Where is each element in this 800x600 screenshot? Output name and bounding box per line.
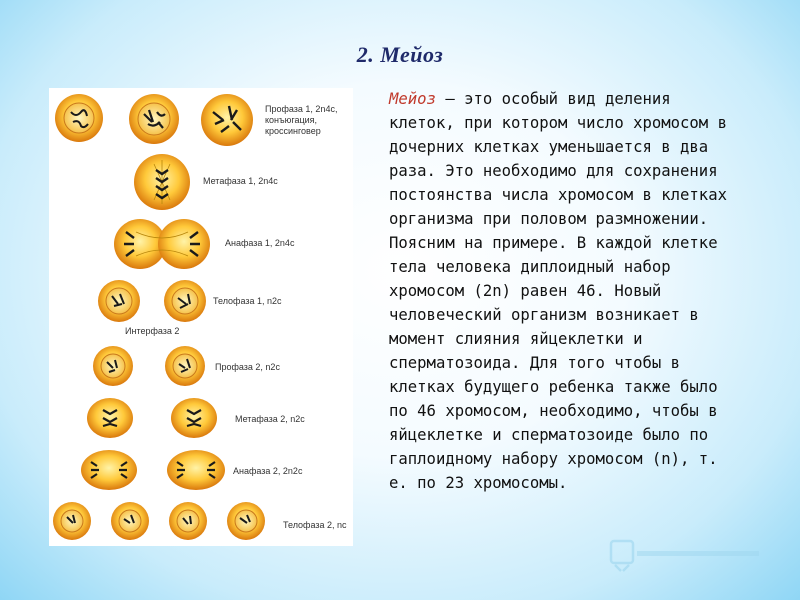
prophase1-cell-b: [127, 92, 181, 146]
metaphase2-cell-a: [85, 396, 135, 440]
label-prophase2: Профаза 2, n2c: [215, 362, 280, 372]
label-prophase1: Профаза 1, 2n4c, конъюгация, кроссинговер: [265, 104, 338, 136]
telophase2-cell-b: [109, 500, 151, 542]
meiosis-diagram: [49, 88, 353, 546]
label-telophase1: Телофаза 1, n2c: [213, 296, 282, 306]
slide-title: 2. Мейоз: [356, 42, 444, 67]
telophase1-cell-b: [162, 278, 208, 324]
metaphase2-cell-b: [169, 396, 219, 440]
label-metaphase2: Метафаза 2, n2c: [235, 414, 305, 424]
telophase2-cell-a: [51, 500, 93, 542]
telophase2-cell-c: [167, 500, 209, 542]
prophase1-cell-c: [199, 92, 255, 148]
label-anaphase1: Анафаза 1, 2n4c: [225, 238, 295, 248]
metaphase1-cell: [132, 152, 192, 212]
anaphase2-cell-a: [79, 448, 139, 492]
label-anaphase2: Анафаза 2, 2n2c: [233, 466, 303, 476]
prophase2-cell-b: [163, 344, 207, 388]
prophase1-cell-a: [53, 92, 105, 144]
telophase1-cell-a: [96, 278, 142, 324]
body-text: — это особый вид деления клеток, при котором число хромосом в дочерних клетках уменьшается в два раза. Это необходимо для сохранения постоянства числа хромосом в клетках организма при половом размножении. Поясним на примере. В каждой клетке тела человека диплоидный набор хромосом (2n) равен 46. Новый человеческий организм возникает в момент слияния яйцеклетки и сперматозоида. Для того чтобы в клетках будущего ребенка также было по 46 хромосом, необходимо, чтобы в яйцеклетке и сперматозоиде было по гаплоидному набору хромосом (n), т. е. по 23 хромосомы.: [389, 90, 727, 492]
label-interphase2: Интерфаза 2: [125, 326, 180, 336]
label-telophase2: Телофаза 2, nc: [283, 520, 347, 530]
watermark-logo: [603, 535, 763, 575]
anaphase1-cell: [112, 216, 212, 272]
anaphase2-cell-b: [165, 448, 227, 492]
telophase2-cell-d: [225, 500, 267, 542]
body-term: Мейоз: [389, 90, 436, 108]
body-paragraph: [389, 87, 734, 495]
prophase2-cell-a: [91, 344, 135, 388]
label-metaphase1: Метафаза 1, 2n4c: [203, 176, 278, 186]
